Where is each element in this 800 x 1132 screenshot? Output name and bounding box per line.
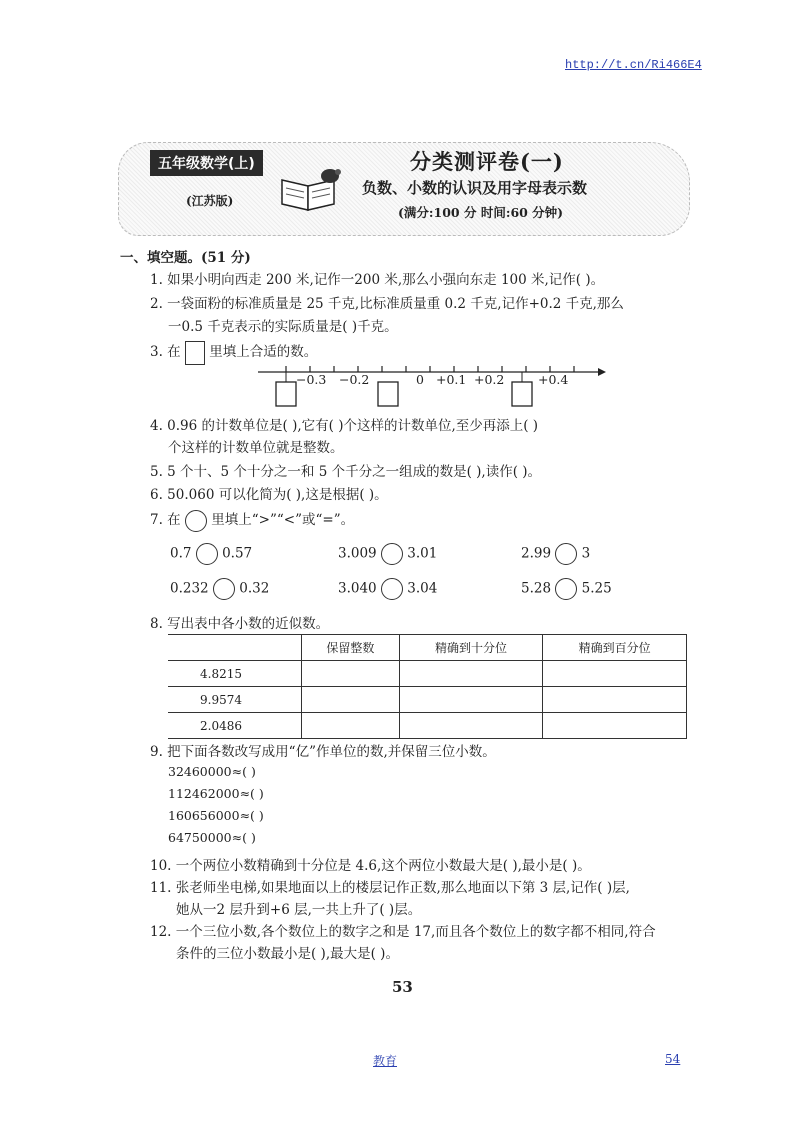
table-answer-cell[interactable]	[302, 687, 400, 713]
table-header-row	[168, 635, 687, 661]
question-3	[150, 340, 317, 365]
table-answer-cell[interactable]	[399, 713, 543, 739]
compare-left: 5.28	[521, 580, 552, 597]
number-line-label: +0.2	[474, 372, 505, 387]
table-answer-cell[interactable]	[399, 661, 543, 687]
answer-box-sample	[185, 341, 205, 365]
grade-label: 五年级数学(上)	[150, 150, 263, 176]
compare-right: 5.25	[581, 580, 612, 597]
compare-right: 3.04	[407, 580, 438, 597]
number-line-label: +0.1	[436, 372, 467, 387]
question-3-suffix: 里填上合适的数。	[209, 344, 318, 360]
compare-right: 0.32	[239, 580, 270, 597]
compare-item	[170, 578, 269, 600]
question-3-prefix: 3. 在	[150, 344, 181, 360]
table-answer-cell[interactable]	[302, 661, 400, 687]
question-5: 5. 5 个十、5 个十分之一和 5 个千分之一组成的数是( ),读作( )。	[150, 464, 542, 480]
q9-item: 32460000≈( )	[168, 764, 256, 779]
question-9: 9. 把下面各数改写成用“亿”作单位的数,并保留三位小数。	[150, 744, 496, 760]
number-line-answer-box-2[interactable]	[378, 382, 398, 406]
approximation-table	[168, 634, 687, 739]
compare-item	[338, 543, 437, 565]
table-cell-number: 4.8215	[168, 661, 302, 687]
edition-label: (江苏版)	[186, 194, 234, 208]
page-title: 分类测评卷(一)	[410, 149, 564, 174]
compare-item	[521, 543, 590, 565]
question-7	[150, 508, 354, 532]
table-header-cell: 保留整数	[302, 635, 400, 661]
compare-left: 3.040	[338, 580, 377, 597]
exam-meta: (满分:100 分 时间:60 分钟)	[398, 205, 564, 220]
compare-circle[interactable]	[555, 578, 577, 600]
question-4-line1: 4. 0.96 的计数单位是( ),它有( )个这样的计数单位,至少再添上( )	[150, 418, 539, 434]
compare-circle[interactable]	[555, 543, 577, 565]
q9-item: 112462000≈( )	[168, 786, 264, 801]
table-cell-number: 2.0486	[168, 713, 302, 739]
compare-item	[338, 578, 437, 600]
page-number: 53	[392, 978, 413, 996]
compare-left: 0.7	[170, 545, 192, 562]
footer-link-education[interactable]: 教育	[373, 1054, 398, 1068]
question-7-prefix: 7. 在	[150, 512, 181, 528]
table-row	[168, 661, 687, 687]
compare-left: 2.99	[521, 545, 552, 562]
table-header-cell: 精确到百分位	[543, 635, 687, 661]
question-11-line2: 她从一2 层升到+6 层,一共上升了( )层。	[176, 902, 422, 918]
table-row	[168, 687, 687, 713]
q9-item: 64750000≈( )	[168, 830, 256, 845]
table-answer-cell[interactable]	[302, 713, 400, 739]
question-12-line1: 12. 一个三位小数,各个数位上的数字之和是 17,而且各个数位上的数字都不相同,符合	[150, 924, 656, 940]
table-header-cell: 精确到十分位	[399, 635, 543, 661]
compare-left: 3.009	[338, 545, 377, 562]
question-8: 8. 写出表中各小数的近似数。	[150, 616, 330, 632]
compare-right: 0.57	[222, 545, 253, 562]
number-line-label: +0.4	[538, 372, 569, 387]
question-10: 10. 一个两位小数精确到十分位是 4.6,这个两位小数最大是( ),最小是( )。	[150, 858, 591, 874]
number-line-answer-box-1[interactable]	[276, 382, 296, 406]
footer-link-page[interactable]: 54	[665, 1052, 681, 1066]
page-subtitle: 负数、小数的认识及用字母表示数	[362, 179, 588, 197]
table-answer-cell[interactable]	[543, 713, 687, 739]
compare-item	[521, 578, 612, 600]
compare-circle[interactable]	[381, 543, 403, 565]
compare-item	[170, 543, 252, 565]
table-row	[168, 713, 687, 739]
table-answer-cell[interactable]	[399, 687, 543, 713]
compare-circle[interactable]	[213, 578, 235, 600]
question-2-line1: 2. 一袋面粉的标准质量是 25 千克,比标准质量重 0.2 千克,记作+0.2 千克,那么	[150, 296, 624, 312]
section-heading: 一、填空题。(51 分)	[120, 250, 251, 266]
number-line-answer-box-3[interactable]	[512, 382, 532, 406]
table-answer-cell[interactable]	[543, 661, 687, 687]
compare-circle-sample	[185, 510, 207, 532]
table-answer-cell[interactable]	[543, 687, 687, 713]
number-line-label: −0.3	[296, 372, 327, 387]
question-11-line1: 11. 张老师坐电梯,如果地面以上的楼层记作正数,那么地面以下第 3 层,记作( )层,	[150, 880, 630, 896]
compare-circle[interactable]	[381, 578, 403, 600]
table-cell-number: 9.9574	[168, 687, 302, 713]
question-1: 1. 如果小明向西走 200 米,记作一200 米,那么小强向东走 100 米,记作( )。	[150, 272, 605, 288]
compare-circle[interactable]	[196, 543, 218, 565]
book-icon	[278, 166, 348, 212]
number-line-label: 0	[416, 372, 424, 387]
question-12-line2: 条件的三位小数最小是( ),最大是( )。	[176, 946, 399, 962]
source-url-link[interactable]: http://t.cn/Ri466E4	[565, 58, 702, 72]
question-6: 6. 50.060 可以化简为( ),这是根据( )。	[150, 487, 388, 503]
question-7-suffix: 里填上“>”“<”或“=”。	[211, 512, 355, 528]
compare-left: 0.232	[170, 580, 209, 597]
q9-item: 160656000≈( )	[168, 808, 264, 823]
compare-right: 3.01	[407, 545, 438, 562]
table-header-cell	[168, 635, 302, 661]
question-4-line2: 个这样的计数单位就是整数。	[168, 440, 344, 456]
question-2-line2: 一0.5 千克表示的实际质量是( )千克。	[168, 319, 398, 335]
compare-right: 3	[581, 545, 591, 562]
number-line-label: −0.2	[339, 372, 370, 387]
